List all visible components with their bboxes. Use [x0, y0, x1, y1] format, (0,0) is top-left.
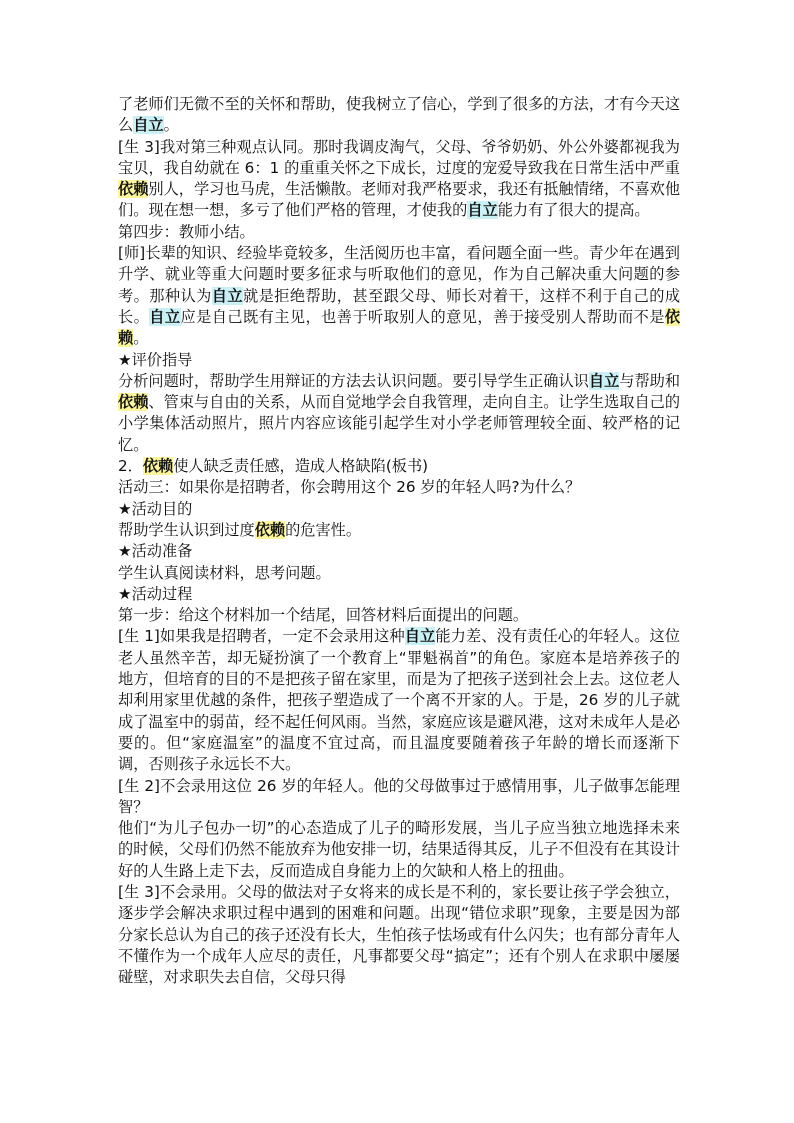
paragraph: [118, 456, 680, 477]
text-run: 能力差、没有责任心的年轻人。这位老人虽然辛苦，却无疑扮演了一个教育上“罪魁祸首”的角色。家庭本是培养孩子的地方，但培育的目的不是把孩子留在家里，而是为了把孩子送到社会上去。这位老人却利用家里优越的条件，把孩子塑造成了一个离不开家的人。于是，26 岁的儿子就成了温室中的弱苗，经不起任何风雨。当然，家庭应该是避风港，这对未成年人是必要的。但“家庭温室”的温度不宜过高，而且温度要随着孩子年龄的增长而逐渐下调，否则孩子永远长不大。: [118, 627, 681, 774]
text-run: 使人缺乏责任感，造成人格缺陷(板书): [173, 457, 429, 476]
highlight-yilai: 依赖: [142, 457, 174, 476]
highlight-zili: 自立: [588, 371, 620, 390]
paragraph: [118, 541, 680, 562]
paragraph: [118, 818, 680, 882]
text-run: [生 2]不会录用这位 26 岁的年轻人。他的父母做事过于感情用事，儿子做事怎能理智？: [118, 776, 680, 816]
paragraph: [118, 882, 680, 988]
text-run: 应是自己既有主见，也善于听取别人的意见，善于接受别人帮助而不是: [180, 307, 665, 326]
text-run: 分析问题时，帮助学生用辩证的方法去认识问题。要引导学生正确认识: [118, 371, 589, 390]
paragraph: [118, 499, 680, 520]
text-run: ★评价指导: [118, 350, 193, 369]
text-run: 帮助学生认识到过度: [118, 520, 255, 539]
text-run: ★活动目的: [118, 499, 193, 518]
paragraph: [118, 563, 680, 584]
paragraph: [118, 477, 680, 498]
text-run: 活动三：如果你是招聘者，你会聘用这个 26 岁的年轻人吗?为什么？: [118, 478, 581, 497]
highlight-zili: 自立: [211, 286, 243, 305]
text-run: 他们“为儿子包办一切”的心态造成了儿子的畸形发展，当儿子应当独立地选择未来的时候，父母们仍然不能放弃为他安排一切，结果适得其反，儿子不但没有在其设计好的人生路上走下去，反而造成自身能力上的欠缺和人格上的扭曲。: [118, 819, 680, 880]
text-run: ★活动准备: [118, 542, 193, 561]
text-run: 第一步：给这个材料加一个结尾，回答材料后面提出的问题。: [118, 606, 529, 625]
text-run: [师]长辈的知识、经验毕竟较多，生活阅历也丰富，看问题全面一些。青少年在遇到升学、就业等重大问题时要多征求与听取他们的意见，作为自己解决重大问题的参考。那种认为: [118, 244, 680, 305]
text-run: ★活动过程: [118, 584, 193, 603]
paragraph: [118, 626, 680, 775]
text-run: 的危害性。: [285, 520, 361, 539]
paragraph: [118, 222, 680, 243]
highlight-yilai: 依赖: [118, 180, 149, 199]
paragraph: [118, 584, 680, 605]
highlight-yilai: 依赖: [118, 307, 681, 348]
text-run: 了老师们无微不至的关怀和帮助，使我树立了信心，学到了很多的方法，才有今天这么: [118, 95, 680, 135]
text-run: [生 3]我对第三种观点认同。那时我调皮淘气，父母、爷爷奶奶、外公外婆都视我为宝贝，我自幼就在 6：1 的重重关怀之下成长，过度的宠爱导致我在日常生活中严重: [118, 137, 680, 177]
document-page: [118, 94, 680, 988]
paragraph: [118, 350, 680, 371]
text-run: 学生认真阅读材料，思考问题。: [118, 563, 331, 582]
text-run: 与帮助和: [619, 371, 681, 390]
paragraph: [118, 776, 680, 819]
text-run: 。: [133, 329, 149, 348]
text-run: [生 1]如果我是招聘者，一定不会录用这种: [118, 627, 405, 646]
text-run: 、管束与自由的关系，从而自觉地学会自我管理，走向自主。让学生选取自己的小学集体活动照片，照片内容应该能引起学生对小学老师管理较全面、较严格的记忆。: [118, 393, 681, 454]
paragraph: [118, 605, 680, 626]
paragraph: [118, 94, 680, 137]
text-run: 2．: [118, 457, 143, 476]
highlight-yilai: 依赖: [118, 393, 149, 412]
highlight-zili: 自立: [467, 201, 498, 220]
text-run: 就是拒绝帮助，甚至跟父母、师长对着干，这样不利于自己的成长。: [118, 286, 681, 326]
paragraph: [118, 371, 680, 456]
text-run: 。: [163, 116, 179, 135]
paragraph: [118, 520, 680, 541]
highlight-zili: 自立: [404, 627, 436, 646]
highlight-yilai: 依赖: [254, 520, 286, 539]
text-run: [生 3]不会录用。父母的做法对子女将来的成长是不利的，家长要让孩子学会独立，逐步学会解决求职过程中遇到的困难和问题。出现“错位求职”现象，主要是因为部分家长总认为自己的孩子还没有长大，生怕孩子怯场或有什么闪失；也有部分青年人不懂作为一个成年人应尽的责任，凡事都要父母“搞定”；还有个别人在求职中屡屡碰壁，对求职失去自信，父母只得: [118, 882, 680, 987]
text-run: 别人，学习也马虎，生活懒散。老师对我严格要求，我还有抵触情绪，不喜欢他们。现在想一想，多亏了他们严格的管理，才使我的: [118, 180, 681, 220]
highlight-zili: 自立: [133, 116, 164, 135]
text-run: 第四步：教师小结。: [118, 222, 255, 241]
highlight-zili: 自立: [149, 307, 181, 326]
text-run: 能力有了很大的提高。: [497, 201, 650, 220]
paragraph: [118, 137, 680, 222]
paragraph: [118, 243, 680, 349]
